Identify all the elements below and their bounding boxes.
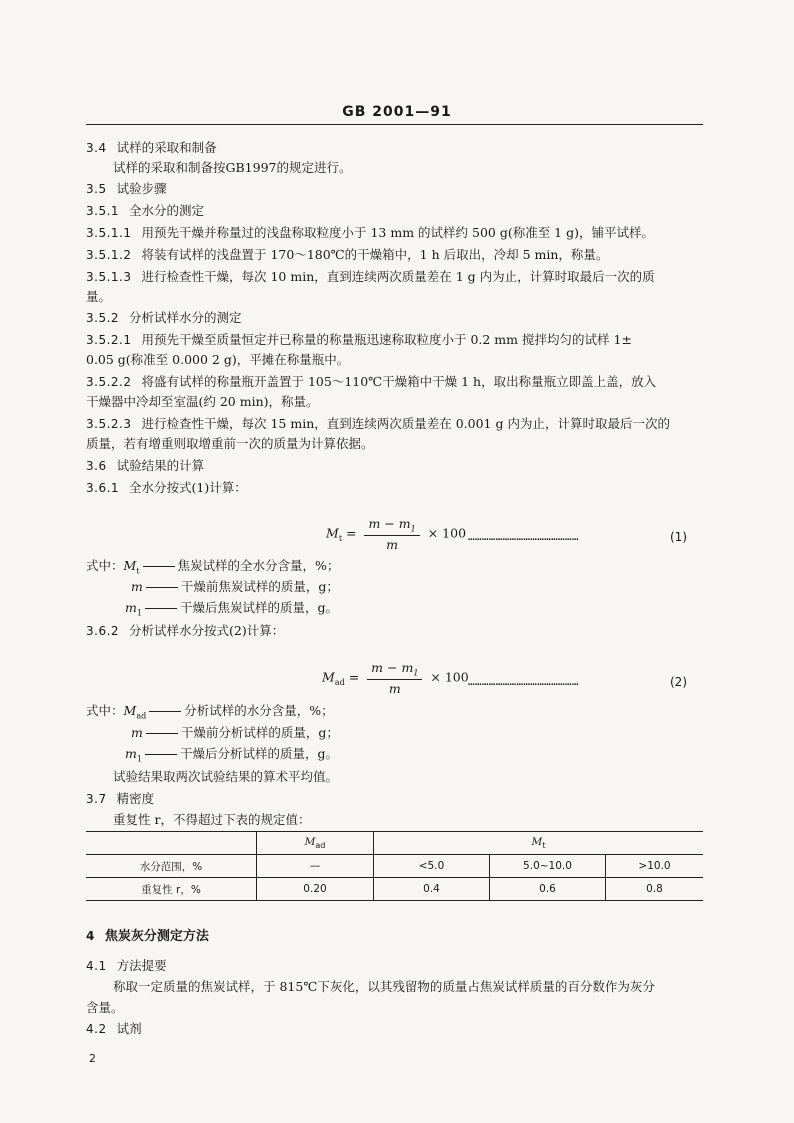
para-3-5-2-2-cont: 干燥器中冷却至室温(约 20 min)，称量。 [86, 394, 319, 409]
table-cell: >10.0 [606, 855, 704, 878]
section-3-6: 3.6 试验结果的计算 [86, 458, 205, 473]
table-cell: 0.4 [374, 878, 490, 901]
table-cell: 0.20 [257, 878, 374, 901]
para-4-1: 称取一定质量的焦炭试样，于 815℃下灰化，以其残留物的质量占焦炭试样质量的百分数作为灰分 [113, 979, 655, 994]
para-3-5-2-3-cont: 质量，若有增重则取增重前一次的质量为计算依据。 [86, 436, 374, 451]
section-3-6-2: 3.6.2 分析试样水分按式(2)计算： [86, 623, 285, 638]
table-header-mt: $M_t$ [374, 832, 704, 855]
section-3-5-1: 3.5.1 全水分的测定 [86, 203, 205, 218]
average-statement: 试验结果取两次试验结果的算术平均值。 [113, 769, 339, 784]
formula-1-def-2: m 干燥前焦炭试样的质量，g； [131, 579, 339, 594]
header-rule [86, 124, 703, 125]
standard-code-header: GB 2001—91 [342, 104, 452, 120]
section-3-5: 3.5 试验步骤 [86, 181, 167, 196]
table-row [86, 855, 703, 878]
para-4-1-cont: 含量。 [86, 1000, 124, 1015]
formula-1: $M_t$ = $\frac{m - m_1}{m}$ × 100 [326, 516, 467, 552]
para-3-5-1-2: 3.5.1.2 将装有试样的浅盘置于 170～180℃的干燥箱中，1 h 后取出，冷却 5 min，称量。 [86, 247, 609, 262]
para-3-5-2-3: 3.5.2.3 进行检查性干燥，每次 15 min，直到连续两次质量差在 0.001 g 内为止，计算时取最后一次的 [86, 416, 670, 431]
formula-2: $M_{ad}$ = $\frac{m - m_1}{m}$ × 100 [322, 660, 469, 696]
para-3-5-1-1: 3.5.1.1 用预先干燥并称量过的浅盘称取粒度小于 13 mm 的试样约 500 g(称准至 1 g)，铺平试样。 [86, 225, 654, 240]
table-cell: <5.0 [374, 855, 490, 878]
formula-1-def-3: $m_1$ 干燥后焦炭试样的质量，g。 [125, 600, 338, 618]
table-row-label: 水分范围，% [86, 855, 257, 878]
table-cell: — [257, 855, 374, 878]
page-number: 2 [89, 1052, 96, 1065]
formula-1-def-1: 式中：$M_t$ 焦炭试样的全水分含量，%； [86, 558, 340, 576]
section-3-7: 3.7 精密度 [86, 791, 155, 806]
section-4-1: 4.1 方法提要 [86, 958, 167, 973]
table-header-mad: $M_{ad}$ [257, 832, 374, 855]
formula-2-number: (2) [670, 675, 687, 689]
formula-1-fraction: $\frac{m - m_1}{m}$ [364, 516, 419, 552]
section-3-4: 3.4 试样的采取和制备 [86, 140, 217, 155]
section-3-4-body: 试样的采取和制备按GB1997的规定进行。 [113, 160, 352, 175]
formula-2-leader: ………………………………………… [468, 675, 579, 688]
table-cell: 0.8 [606, 878, 704, 901]
section-4-2: 4.2 试剂 [86, 1021, 142, 1036]
para-3-5-2-1: 3.5.2.1 用预先干燥至质量恒定并已称量的称量瓶迅速称取粒度小于 0.2 mm 搅拌均匀的试样 1± [86, 332, 632, 347]
repeatability-intro: 重复性 r，不得超过下表的规定值： [113, 812, 311, 827]
section-3-6-1: 3.6.1 全水分按式(1)计算： [86, 480, 247, 495]
table-row [86, 878, 703, 901]
para-3-5-2-1-cont: 0.05 g(称准至 0.000 2 g)，平摊在称量瓶中。 [86, 352, 350, 367]
section-3-5-2: 3.5.2 分析试样水分的测定 [86, 310, 242, 325]
table-cell: 0.6 [490, 878, 606, 901]
precision-table [86, 831, 703, 901]
formula-2-def-2: m 干燥前分析试样的质量，g； [131, 725, 339, 740]
para-3-5-2-2: 3.5.2.2 将盛有试样的称量瓶开盖置于 105～110℃干燥箱中干燥 1 h，取出称量瓶立即盖上盖，放入 [86, 374, 657, 389]
formula-2-def-3: $m_1$ 干燥后分析试样的质量，g。 [125, 746, 338, 764]
table-header-row [86, 832, 703, 855]
table-row-label: 重复性 r，% [86, 878, 257, 901]
formula-1-leader: ………………………………………… [468, 530, 579, 543]
table-header-empty [86, 832, 257, 855]
para-3-5-1-3: 3.5.1.3 进行检查性干燥，每次 10 min，直到连续两次质量差在 1 g 内为止，计算时取最后一次的质 [86, 269, 655, 284]
formula-2-def-1: 式中：$M_{ad}$ 分析试样的水分含量，%； [86, 703, 334, 721]
section-4-heading: 4 焦炭灰分测定方法 [86, 929, 209, 944]
para-3-5-1-3-cont: 量。 [86, 289, 112, 304]
table-cell: 5.0~10.0 [490, 855, 606, 878]
formula-1-number: (1) [670, 530, 687, 544]
formula-2-fraction: $\frac{m - m_1}{m}$ [367, 660, 422, 696]
